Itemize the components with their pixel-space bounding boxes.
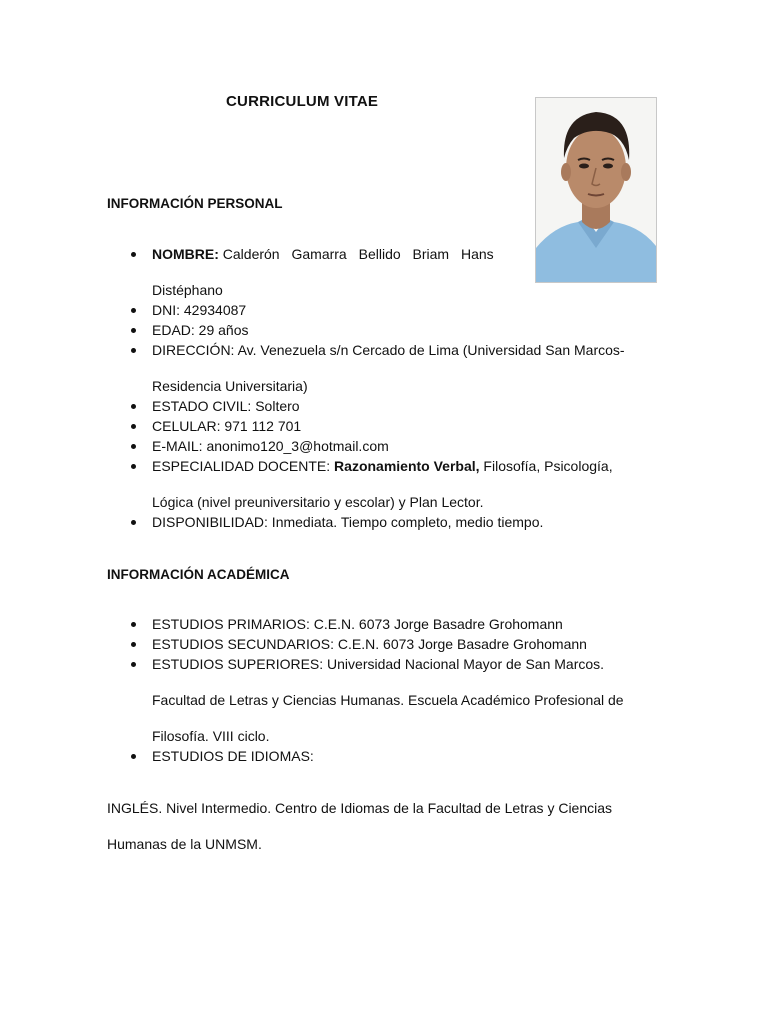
ingles-line-1: INGLÉS. Nivel Intermedio. Centro de Idiomas de la Facultad de Letras y Ciencias xyxy=(107,800,613,816)
list-item-estado-civil: ESTADO CIVIL: Soltero xyxy=(107,396,663,416)
academic-info-list xyxy=(107,614,663,766)
list-item-disponibilidad: DISPONIBILIDAD: Inmediata. Tiempo completo, medio tiempo. xyxy=(107,512,663,532)
list-item-dni: DNI: 42934087 xyxy=(107,300,663,320)
direccion-value: DIRECCIÓN: Av. Venezuela s/n Cercado de Lima (Universidad San Marcos- xyxy=(152,342,625,358)
ingles-line-2: Humanas de la UNMSM. xyxy=(107,836,262,852)
list-item-idiomas: ESTUDIOS DE IDIOMAS: xyxy=(107,746,663,766)
nombre-continuation: Distéphano xyxy=(152,282,223,298)
superiores-value: ESTUDIOS SUPERIORES: Universidad Nacional Mayor de San Marcos. xyxy=(152,656,605,672)
superiores-continuation-2: Filosofía. VIII ciclo. xyxy=(152,728,270,744)
list-item-celular: CELULAR: 971 112 701 xyxy=(107,416,663,436)
list-item-nombre xyxy=(107,244,522,300)
personal-info-list-2 xyxy=(107,300,663,532)
superiores-continuation-1: Facultad de Letras y Ciencias Humanas. Escuela Académico Profesional de xyxy=(152,692,624,708)
especialidad-rest: Filosofía, Psicología, xyxy=(483,458,613,474)
personal-info-list xyxy=(107,244,522,300)
list-item-secundarios: ESTUDIOS SECUNDARIOS: C.E.N. 6073 Jorge Basadre Grohomann xyxy=(107,634,663,654)
personal-info-heading: INFORMACIÓN PERSONAL xyxy=(107,196,283,211)
document-title: CURRICULUM VITAE xyxy=(226,93,379,110)
especialidad-highlight: Razonamiento Verbal, xyxy=(334,458,480,474)
especialidad-label: ESPECIALIDAD DOCENTE: xyxy=(152,458,331,474)
academic-info-heading: INFORMACIÓN ACADÉMICA xyxy=(107,567,290,582)
profile-photo xyxy=(535,97,657,283)
list-item-primarios: ESTUDIOS PRIMARIOS: C.E.N. 6073 Jorge Basadre Grohomann xyxy=(107,614,663,634)
direccion-continuation: Residencia Universitaria) xyxy=(152,378,308,394)
especialidad-continuation: Lógica (nivel preuniversitario y escolar) y Plan Lector. xyxy=(152,494,484,510)
list-item-especialidad xyxy=(107,456,663,512)
nombre-label: NOMBRE: xyxy=(152,246,219,262)
list-item-direccion xyxy=(107,340,663,396)
nombre-value: Calderón Gamarra Bellido Briam Hans xyxy=(222,246,494,262)
list-item-superiores xyxy=(107,654,663,746)
list-item-email: E-MAIL: anonimo120_3@hotmail.com xyxy=(107,436,663,456)
list-item-edad: EDAD: 29 años xyxy=(107,320,663,340)
languages-paragraph xyxy=(107,790,662,862)
